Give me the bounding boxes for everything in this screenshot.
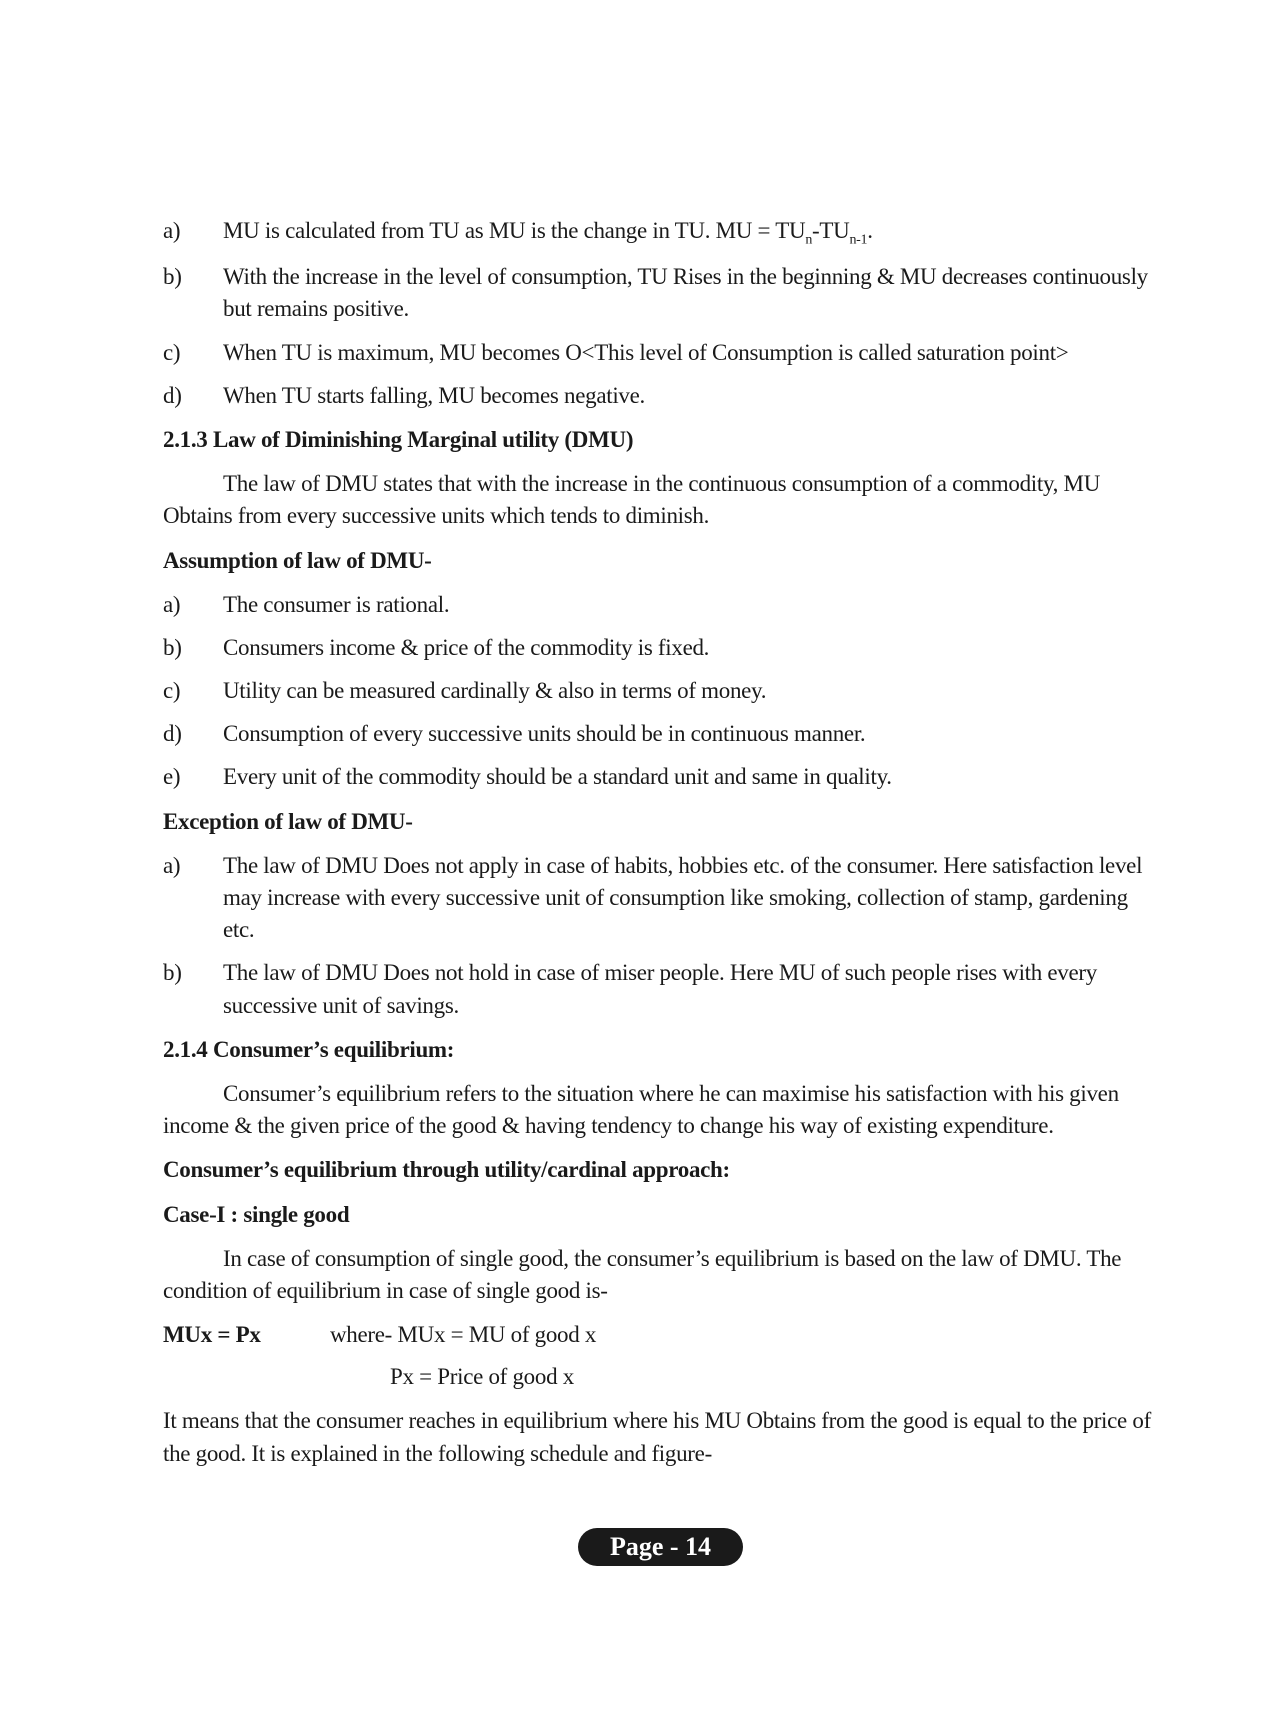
list-marker: d) — [163, 721, 182, 747]
list-marker: b) — [163, 264, 182, 290]
intro-point-b — [163, 261, 1158, 325]
list-marker: c) — [163, 339, 181, 365]
equilibrium-definition: Consumer’s equilibrium refers to the situation where he can maximise his satisfaction with his given income & the given price of the good & having tendency to change his way of existing expenditure. — [163, 1080, 1119, 1139]
intro-point-d — [163, 380, 1158, 412]
intro-point-text: With the increase in the level of consumption, TU Rises in the beginning & MU decreases continuously but remains positive. — [223, 264, 1148, 322]
intro-point-text: When TU is maximum, MU becomes O<This level of Consumption is called saturation point> — [223, 339, 1069, 365]
exception-text: The law of DMU Does not apply in case of habits, hobbies etc. of the consumer. Here satisfaction level may increase with every successive unit of consumption like smoking, collection of stamp, gardening etc. — [223, 852, 1143, 943]
list-marker: a) — [163, 852, 181, 878]
assumption-item — [163, 589, 1158, 621]
assumption-item — [163, 632, 1158, 664]
assumption-item — [163, 718, 1158, 750]
list-marker: e) — [163, 764, 181, 790]
dmu-definition: The law of DMU states that with the increase in the continuous consumption of a commodity, MU Obtains from every successive units which tends to diminish. — [163, 471, 1101, 529]
assumption-item — [163, 761, 1158, 793]
exception-item — [163, 957, 1158, 1021]
exceptions-heading: Exception of law of DMU- — [163, 808, 413, 834]
list-marker: b) — [163, 960, 182, 986]
page-number-badge: Page - 14 — [578, 1528, 743, 1566]
equilibrium-formula — [163, 1319, 1158, 1351]
section-heading-2-1-3: 2.1.3 Law of Diminishing Marginal utility (DMU) — [163, 426, 634, 452]
assumption-text: Consumers income & price of the commodity is fixed. — [223, 634, 710, 660]
section-heading-2-1-4: 2.1.4 Consumer’s equilibrium: — [163, 1036, 455, 1062]
list-marker: a) — [163, 218, 181, 243]
formula-where: where- MUx = MU of good x — [330, 1322, 597, 1348]
formula-px-definition: Px = Price of good x — [390, 1364, 574, 1390]
assumption-item — [163, 675, 1158, 707]
exception-text: The law of DMU Does not hold in case of miser people. Here MU of such people rises with every successive unit of savings. — [223, 960, 1097, 1018]
cardinal-approach-heading: Consumer’s equilibrium through utility/cardinal approach: — [163, 1157, 730, 1183]
list-marker: b) — [163, 634, 182, 660]
assumption-text: The consumer is rational. — [223, 591, 450, 617]
case-heading: Case-I : single good — [163, 1201, 350, 1227]
assumptions-heading: Assumption of law of DMU- — [163, 547, 432, 573]
assumption-text: Consumption of every successive units should be in continuous manner. — [223, 721, 866, 747]
assumption-text: Utility can be measured cardinally & also in terms of money. — [223, 678, 767, 704]
intro-point-c — [163, 337, 1158, 369]
formula-lhs: MUx = Px — [163, 1322, 261, 1348]
list-marker: a) — [163, 591, 181, 617]
list-marker: c) — [163, 678, 181, 704]
page-content — [163, 215, 1158, 1470]
single-good-paragraph: In case of consumption of single good, the consumer’s equilibrium is based on the law of DMU. The condition of equilibrium in case of single good is- — [163, 1245, 1122, 1303]
intro-point-text: MU is calculated from TU as MU is the change in TU. MU = $TU_n-TU_{n-1}$. — [223, 218, 873, 248]
intro-point-text: When TU starts falling, MU becomes negative. — [223, 382, 645, 408]
list-marker: d) — [163, 382, 182, 408]
intro-point-a — [163, 215, 1158, 250]
assumption-text: Every unit of the commodity should be a standard unit and same in quality. — [223, 764, 892, 790]
exception-item — [163, 850, 1158, 947]
closing-paragraph: It means that the consumer reaches in equilibrium where his MU Obtains from the good is equal to the price of the good. It is explained in the following schedule and figure- — [163, 1408, 1151, 1466]
